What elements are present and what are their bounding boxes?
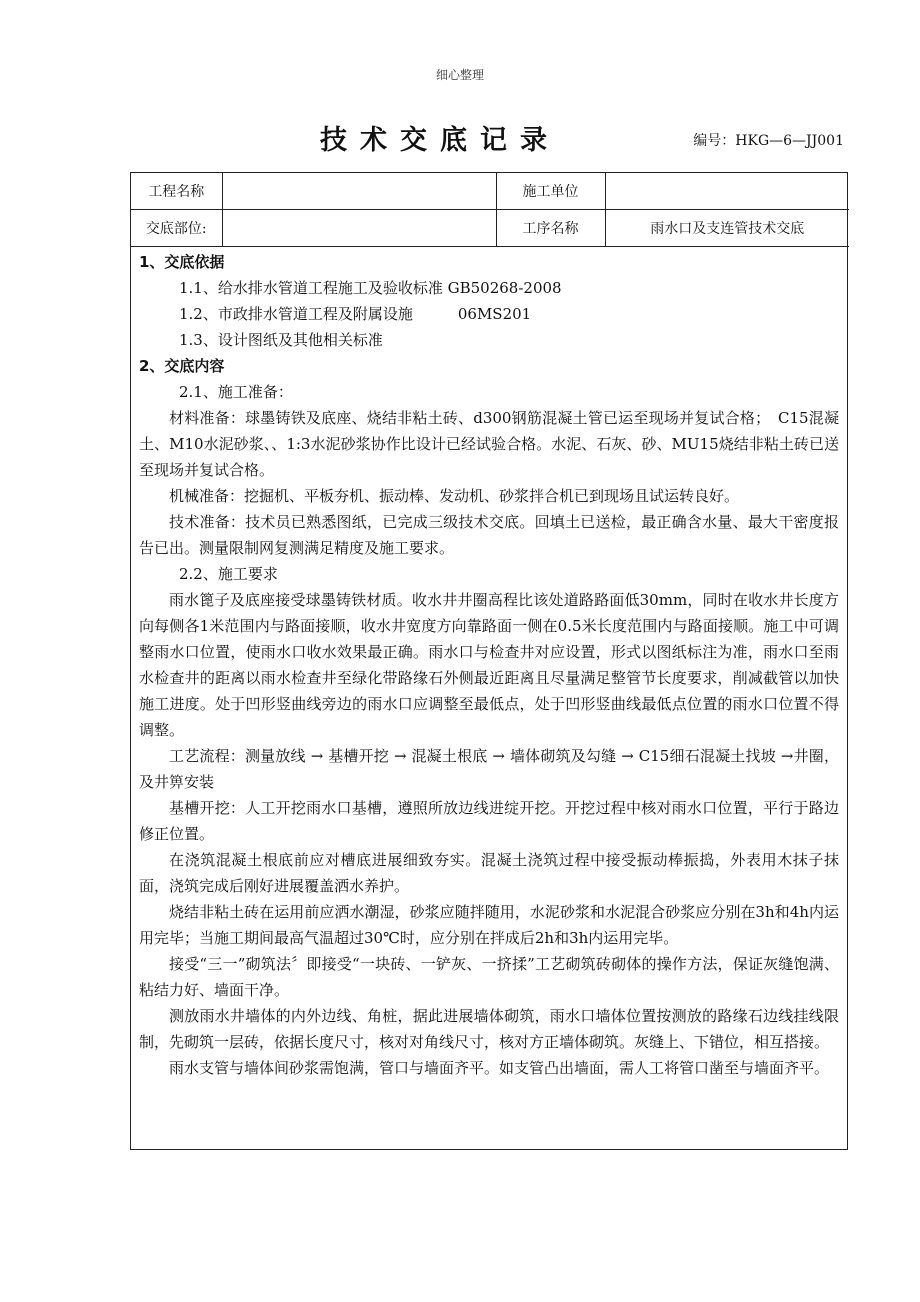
req-paragraph: 雨水支管与墙体间砂浆需饱满，管口与墙面齐平。如支管凸出墙面，需人工将管口凿至与墙面齐平。 bbox=[169, 1059, 830, 1077]
req-paragraph: 接受“三一”砌筑法〞即接受“一块砖、一铲灰、一挤揉”工艺砌筑砖砌体的操作方法，保证灰缝饱满、粘结力好、墙面干净。 bbox=[139, 955, 839, 999]
prep-tech: 技术准备：技术员已熟悉图纸，已完成三级技术交底。回填土已送检，最正确含水量、最大干密度报告已出。测量限制网复测满足精度及施工要求。 bbox=[139, 513, 839, 557]
req-paragraph: 烧结非粘土砖在运用前应洒水潮湿，砂浆应随拌随用，水泥砂浆和水泥混合砂浆应分别在3h和4h内运用完毕；当施工期间最高气温超过30℃时，应分别在拌成后2h和3h内运用完毕。 bbox=[139, 903, 839, 947]
req-paragraph: 雨水篦子及底座接受球墨铸铁材质。收水井井圈高程比该处道路路面低30mm，同时在收水井长度方向每侧各1米范围内与路面接顺，收水井宽度方向靠路面一侧在0.5米长度范围内与路面接顺。施工中可调整雨水口位置，使雨水口收水效果最正确。雨水口与检查井对应设置，形式以图纸标注为准，雨水口至雨水检查井的距离以雨水检查井至绿化带路缘石外侧最近距离且尽量满足整管节长度要求，削减截管以加快施工进度。处于凹形竖曲线旁边的雨水口应调整至最低点，处于凹形竖曲线最低点位置的雨水口位置不得调整。 bbox=[139, 591, 839, 739]
construction-unit-label: 施工单位 bbox=[496, 173, 605, 210]
info-row-2 bbox=[131, 210, 849, 247]
req-paragraph: 基槽开挖：人工开挖雨水口基槽，遵照所放边线进绽开挖。开挖过程中核对雨水口位置，平行于路边修正位置。 bbox=[139, 799, 839, 843]
req-process-flow: 工艺流程：测量放线 → 基槽开挖 → 混凝土根底 → 墙体砌筑及勾缝 → C15细石混凝土找坡 →井圈，及井箅安装 bbox=[139, 747, 839, 791]
process-name-value: 雨水口及支连管技术交底 bbox=[605, 210, 849, 247]
record-form bbox=[130, 172, 848, 1150]
project-name-value bbox=[222, 173, 496, 210]
construction-unit-value bbox=[605, 173, 849, 210]
handover-location-value bbox=[222, 210, 496, 247]
info-row-1 bbox=[131, 173, 849, 210]
document-number: 编号：HKG—6—JJ001 bbox=[693, 133, 844, 149]
section-1-title: 1、交底依据 bbox=[139, 253, 225, 271]
project-name-label: 工程名称 bbox=[131, 173, 222, 210]
prep-machine: 机械准备：挖掘机、平板夯机、振动棒、发动机、砂浆拌合机已到现场且试运转良好。 bbox=[169, 487, 740, 505]
basis-item: 1.3、设计图纸及其他相关标准 bbox=[179, 331, 383, 349]
basis-item: 1.2、市政排水管道工程及附属设施 06MS201 bbox=[179, 305, 532, 323]
req-title: 2.2、施工要求 bbox=[179, 565, 278, 583]
content-body bbox=[131, 247, 847, 1081]
req-paragraph: 在浇筑混凝土根底前应对槽底进展细致夯实。混凝土浇筑过程中接受振动棒振捣，外表用木抹子抹面，浇筑完成后刚好进展覆盖洒水养护。 bbox=[139, 851, 839, 895]
prep-title: 2.1、施工准备： bbox=[179, 383, 293, 401]
handover-location-label: 交底部位: bbox=[131, 210, 222, 247]
header-note: 细心整理 bbox=[435, 68, 484, 82]
process-name-label: 工序名称 bbox=[496, 210, 605, 247]
basis-item: 1.1、给水排水管道工程施工及验收标准 GB50268-2008 bbox=[179, 279, 562, 297]
req-paragraph: 测放雨水井墙体的内外边线、角桩，据此进展墙体砌筑，雨水口墙体位置按测放的路缘石边线挂线限制，先砌筑一层砖，依据长度尺寸，核对对角线尺寸，核对方正墙体砌筑。灰缝上、下错位，相互搭接。 bbox=[139, 1007, 839, 1051]
document-title: 技术交底记录 bbox=[320, 125, 560, 156]
section-2-title: 2、交底内容 bbox=[139, 357, 225, 375]
prep-material: 材料准备：球墨铸铁及底座、烧结非粘土砖、d300钢筋混凝土管已运至现场并复试合格； C15混凝土、M10水泥砂浆、、1:3水泥砂浆协作比设计已经试验合格。水泥、石灰、砂、MU15烧结非粘土砖已送至现场并复试合格。 bbox=[139, 409, 839, 479]
info-table bbox=[131, 173, 849, 247]
